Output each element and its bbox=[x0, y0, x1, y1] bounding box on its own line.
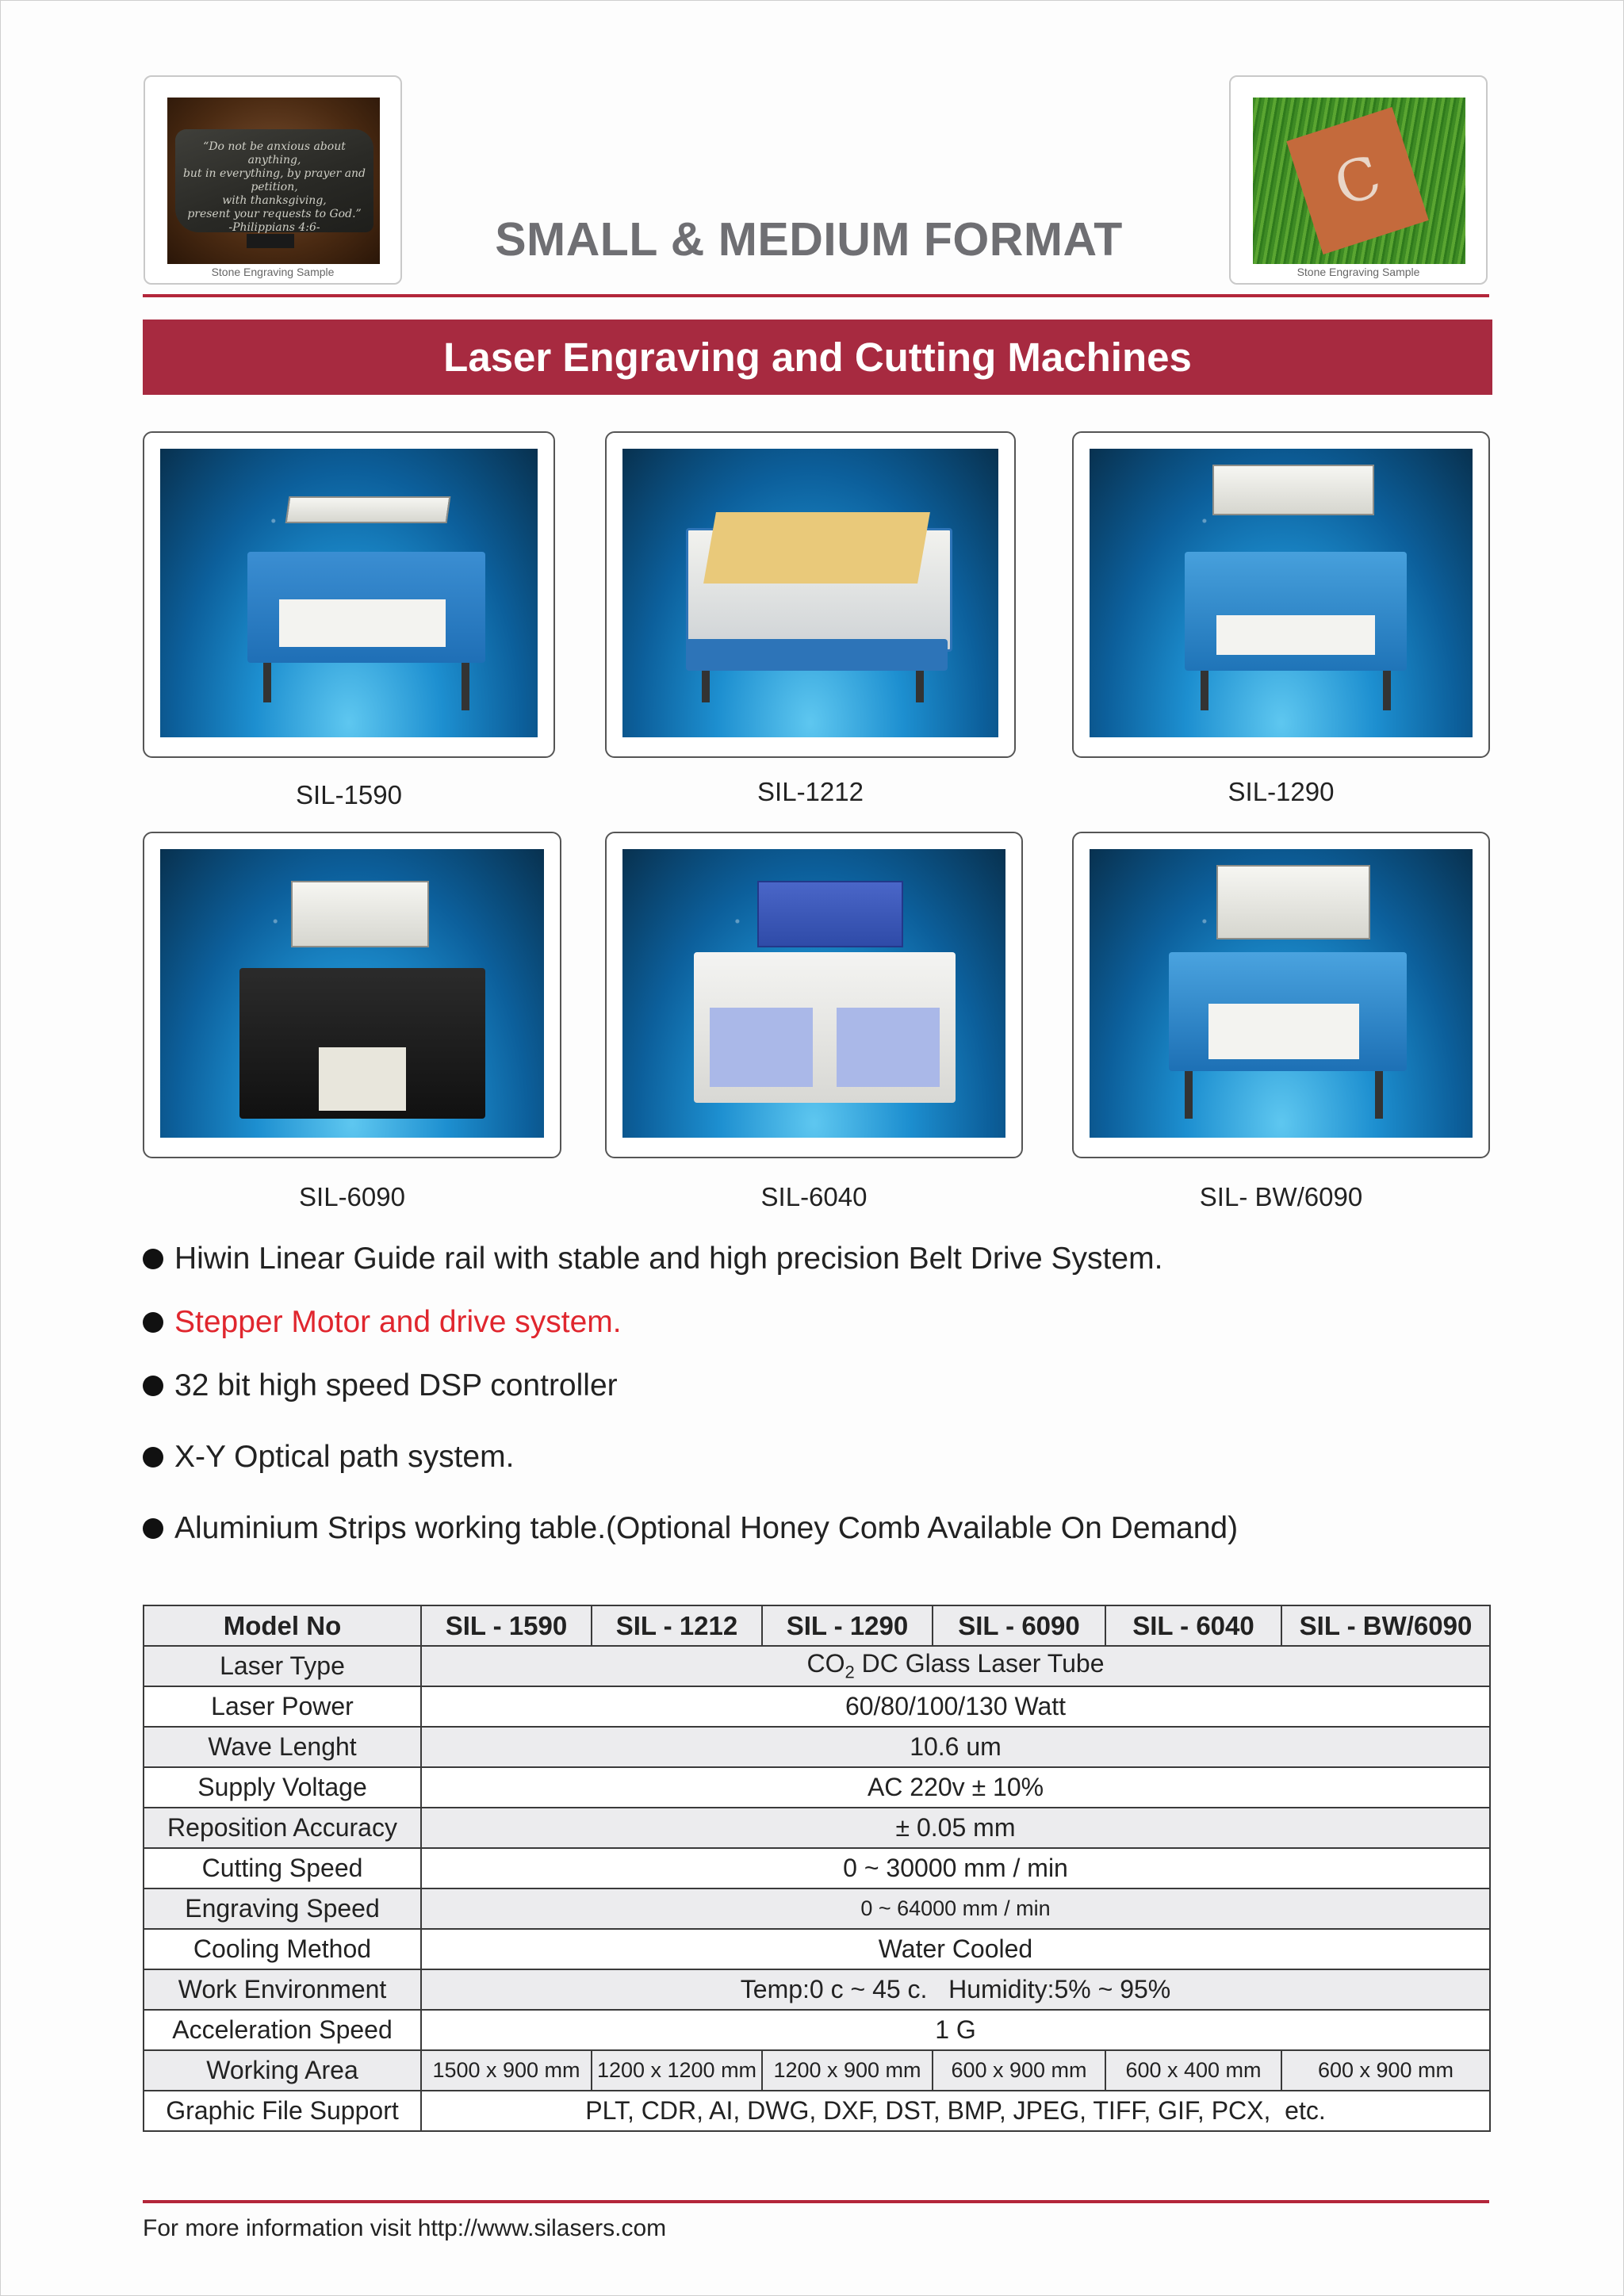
spec-value: PLT, CDR, AI, DWG, DXF, DST, BMP, JPEG, TIFF, GIF, PCX, etc. bbox=[421, 2091, 1490, 2131]
stone-text-line: present your requests to God.” bbox=[187, 208, 362, 220]
product-model-label: SIL-6040 bbox=[760, 1182, 868, 1211]
spec-row bbox=[144, 2010, 1490, 2050]
spec-row bbox=[144, 1808, 1490, 1848]
product-card-sil-6040 bbox=[605, 832, 1023, 1158]
grass-tile-photo bbox=[1253, 98, 1465, 264]
spec-label: Acceleration Speed bbox=[144, 2010, 421, 2050]
bullet-icon bbox=[143, 1518, 163, 1539]
feature-item bbox=[143, 1511, 1238, 1546]
spec-header-cell: Model No bbox=[144, 1605, 421, 1646]
spec-value: 1 G bbox=[421, 2010, 1490, 2050]
spec-header-cell: SIL - BW/6090 bbox=[1281, 1605, 1490, 1646]
product-card-sil-1290 bbox=[1072, 431, 1490, 758]
spec-value: 0 ~ 30000 mm / min bbox=[421, 1848, 1490, 1888]
spec-value: 600 x 400 mm bbox=[1105, 2050, 1281, 2091]
section-banner: Laser Engraving and Cutting Machines bbox=[143, 320, 1492, 395]
feature-text: Hiwin Linear Guide rail with stable and high precision Belt Drive System. bbox=[174, 1242, 1163, 1276]
spec-row bbox=[144, 1686, 1490, 1727]
spec-label: Engraving Speed bbox=[144, 1888, 421, 1929]
spec-table bbox=[143, 1605, 1491, 2132]
spec-label: Laser Type bbox=[144, 1646, 421, 1686]
spec-label: Laser Power bbox=[144, 1686, 421, 1727]
product-card-sil-1212 bbox=[605, 431, 1016, 758]
product-model-label: SIL- BW/6090 bbox=[1199, 1182, 1363, 1211]
spec-value-text: DC Glass Laser Tube bbox=[854, 1649, 1105, 1678]
sample-caption: Stone Engraving Sample bbox=[1297, 266, 1420, 278]
sample-caption: Stone Engraving Sample bbox=[211, 266, 335, 278]
stone-stand bbox=[247, 234, 294, 248]
spec-header-row bbox=[144, 1605, 1490, 1646]
product-card-sil-bw-6090 bbox=[1072, 832, 1490, 1158]
spec-value: 0 ~ 64000 mm / min bbox=[421, 1888, 1490, 1929]
product-model-label: SIL-1590 bbox=[296, 780, 402, 809]
spec-value: 1200 x 900 mm bbox=[762, 2050, 933, 2091]
spec-label: Supply Voltage bbox=[144, 1767, 421, 1808]
engraved-tile: C bbox=[1286, 107, 1429, 254]
spec-row bbox=[144, 1727, 1490, 1767]
feature-item bbox=[143, 1368, 618, 1403]
product-model-label: SIL-6090 bbox=[299, 1182, 405, 1211]
spec-label: Graphic File Support bbox=[144, 2091, 421, 2131]
spec-row bbox=[144, 1646, 1490, 1686]
spec-value-subscript: 2 bbox=[845, 1662, 855, 1682]
product-photo bbox=[622, 849, 1005, 1138]
spec-label: Cutting Speed bbox=[144, 1848, 421, 1888]
footer-divider bbox=[143, 2200, 1489, 2203]
spec-value: Temp:0 c ~ 45 c. Humidity:5% ~ 95% bbox=[421, 1969, 1490, 2010]
spec-header-cell: SIL - 1290 bbox=[762, 1605, 933, 1646]
bullet-icon bbox=[143, 1249, 163, 1269]
product-card-sil-1590 bbox=[143, 431, 555, 758]
spec-value: 600 x 900 mm bbox=[1281, 2050, 1490, 2091]
feature-text: Stepper Motor and drive system. bbox=[174, 1305, 622, 1339]
product-model-label: SIL-1290 bbox=[1228, 777, 1335, 806]
stone-text-line: -Philippians 4:6- bbox=[228, 221, 320, 234]
spec-label: Reposition Accuracy bbox=[144, 1808, 421, 1848]
product-photo bbox=[160, 849, 544, 1138]
stone-text-line: but in everything, by prayer and petition, bbox=[182, 167, 366, 193]
bullet-icon bbox=[143, 1312, 163, 1333]
spec-header-cell: SIL - 1590 bbox=[421, 1605, 592, 1646]
product-card-sil-6090 bbox=[143, 832, 561, 1158]
page-title: SMALL & MEDIUM FORMAT bbox=[495, 213, 1123, 266]
stone-text-line: with thanksgiving, bbox=[222, 194, 327, 207]
footer-info: For more information visit http://www.silasers.com bbox=[143, 2215, 667, 2241]
spec-row bbox=[144, 2091, 1490, 2131]
feature-text: X-Y Optical path system. bbox=[174, 1440, 515, 1474]
spec-row bbox=[144, 1848, 1490, 1888]
feature-item bbox=[143, 1242, 1162, 1276]
spec-row bbox=[144, 1888, 1490, 1929]
header-divider bbox=[143, 294, 1489, 297]
spec-value: 1200 x 1200 mm bbox=[592, 2050, 762, 2091]
spec-header-cell: SIL - 1212 bbox=[592, 1605, 762, 1646]
spec-label: Working Area bbox=[144, 2050, 421, 2091]
spec-value: Water Cooled bbox=[421, 1929, 1490, 1969]
stone-text-line: “Do not be anxious about anything, bbox=[203, 140, 346, 166]
spec-value: 1500 x 900 mm bbox=[421, 2050, 592, 2091]
feature-item bbox=[143, 1440, 514, 1475]
feature-text: 32 bit high speed DSP controller bbox=[174, 1368, 618, 1402]
spec-value: 60/80/100/130 Watt bbox=[421, 1686, 1490, 1727]
bullet-icon bbox=[143, 1447, 163, 1468]
bullet-icon bbox=[143, 1376, 163, 1396]
spec-row bbox=[144, 1929, 1490, 1969]
spec-value: 600 x 900 mm bbox=[933, 2050, 1105, 2091]
feature-item bbox=[143, 1305, 622, 1340]
spec-value: 10.6 um bbox=[421, 1727, 1490, 1767]
product-model-label: SIL-1212 bbox=[757, 777, 864, 806]
product-photo bbox=[622, 449, 998, 737]
spec-label: Cooling Method bbox=[144, 1929, 421, 1969]
spec-value bbox=[421, 1646, 1490, 1686]
spec-label: Work Environment bbox=[144, 1969, 421, 2010]
spec-label: Wave Lenght bbox=[144, 1727, 421, 1767]
spec-row bbox=[144, 1969, 1490, 2010]
feature-text: Aluminium Strips working table.(Optional Honey Comb Available On Demand) bbox=[174, 1511, 1239, 1545]
spec-value: AC 220v ± 10% bbox=[421, 1767, 1490, 1808]
spec-value-text: CO bbox=[806, 1649, 845, 1678]
spec-value: ± 0.05 mm bbox=[421, 1808, 1490, 1848]
spec-header-cell: SIL - 6090 bbox=[933, 1605, 1105, 1646]
spec-row bbox=[144, 2050, 1490, 2091]
spec-row bbox=[144, 1767, 1490, 1808]
product-photo bbox=[160, 449, 538, 737]
product-photo bbox=[1090, 449, 1473, 737]
spec-header-cell: SIL - 6040 bbox=[1105, 1605, 1281, 1646]
product-photo bbox=[1090, 849, 1473, 1138]
